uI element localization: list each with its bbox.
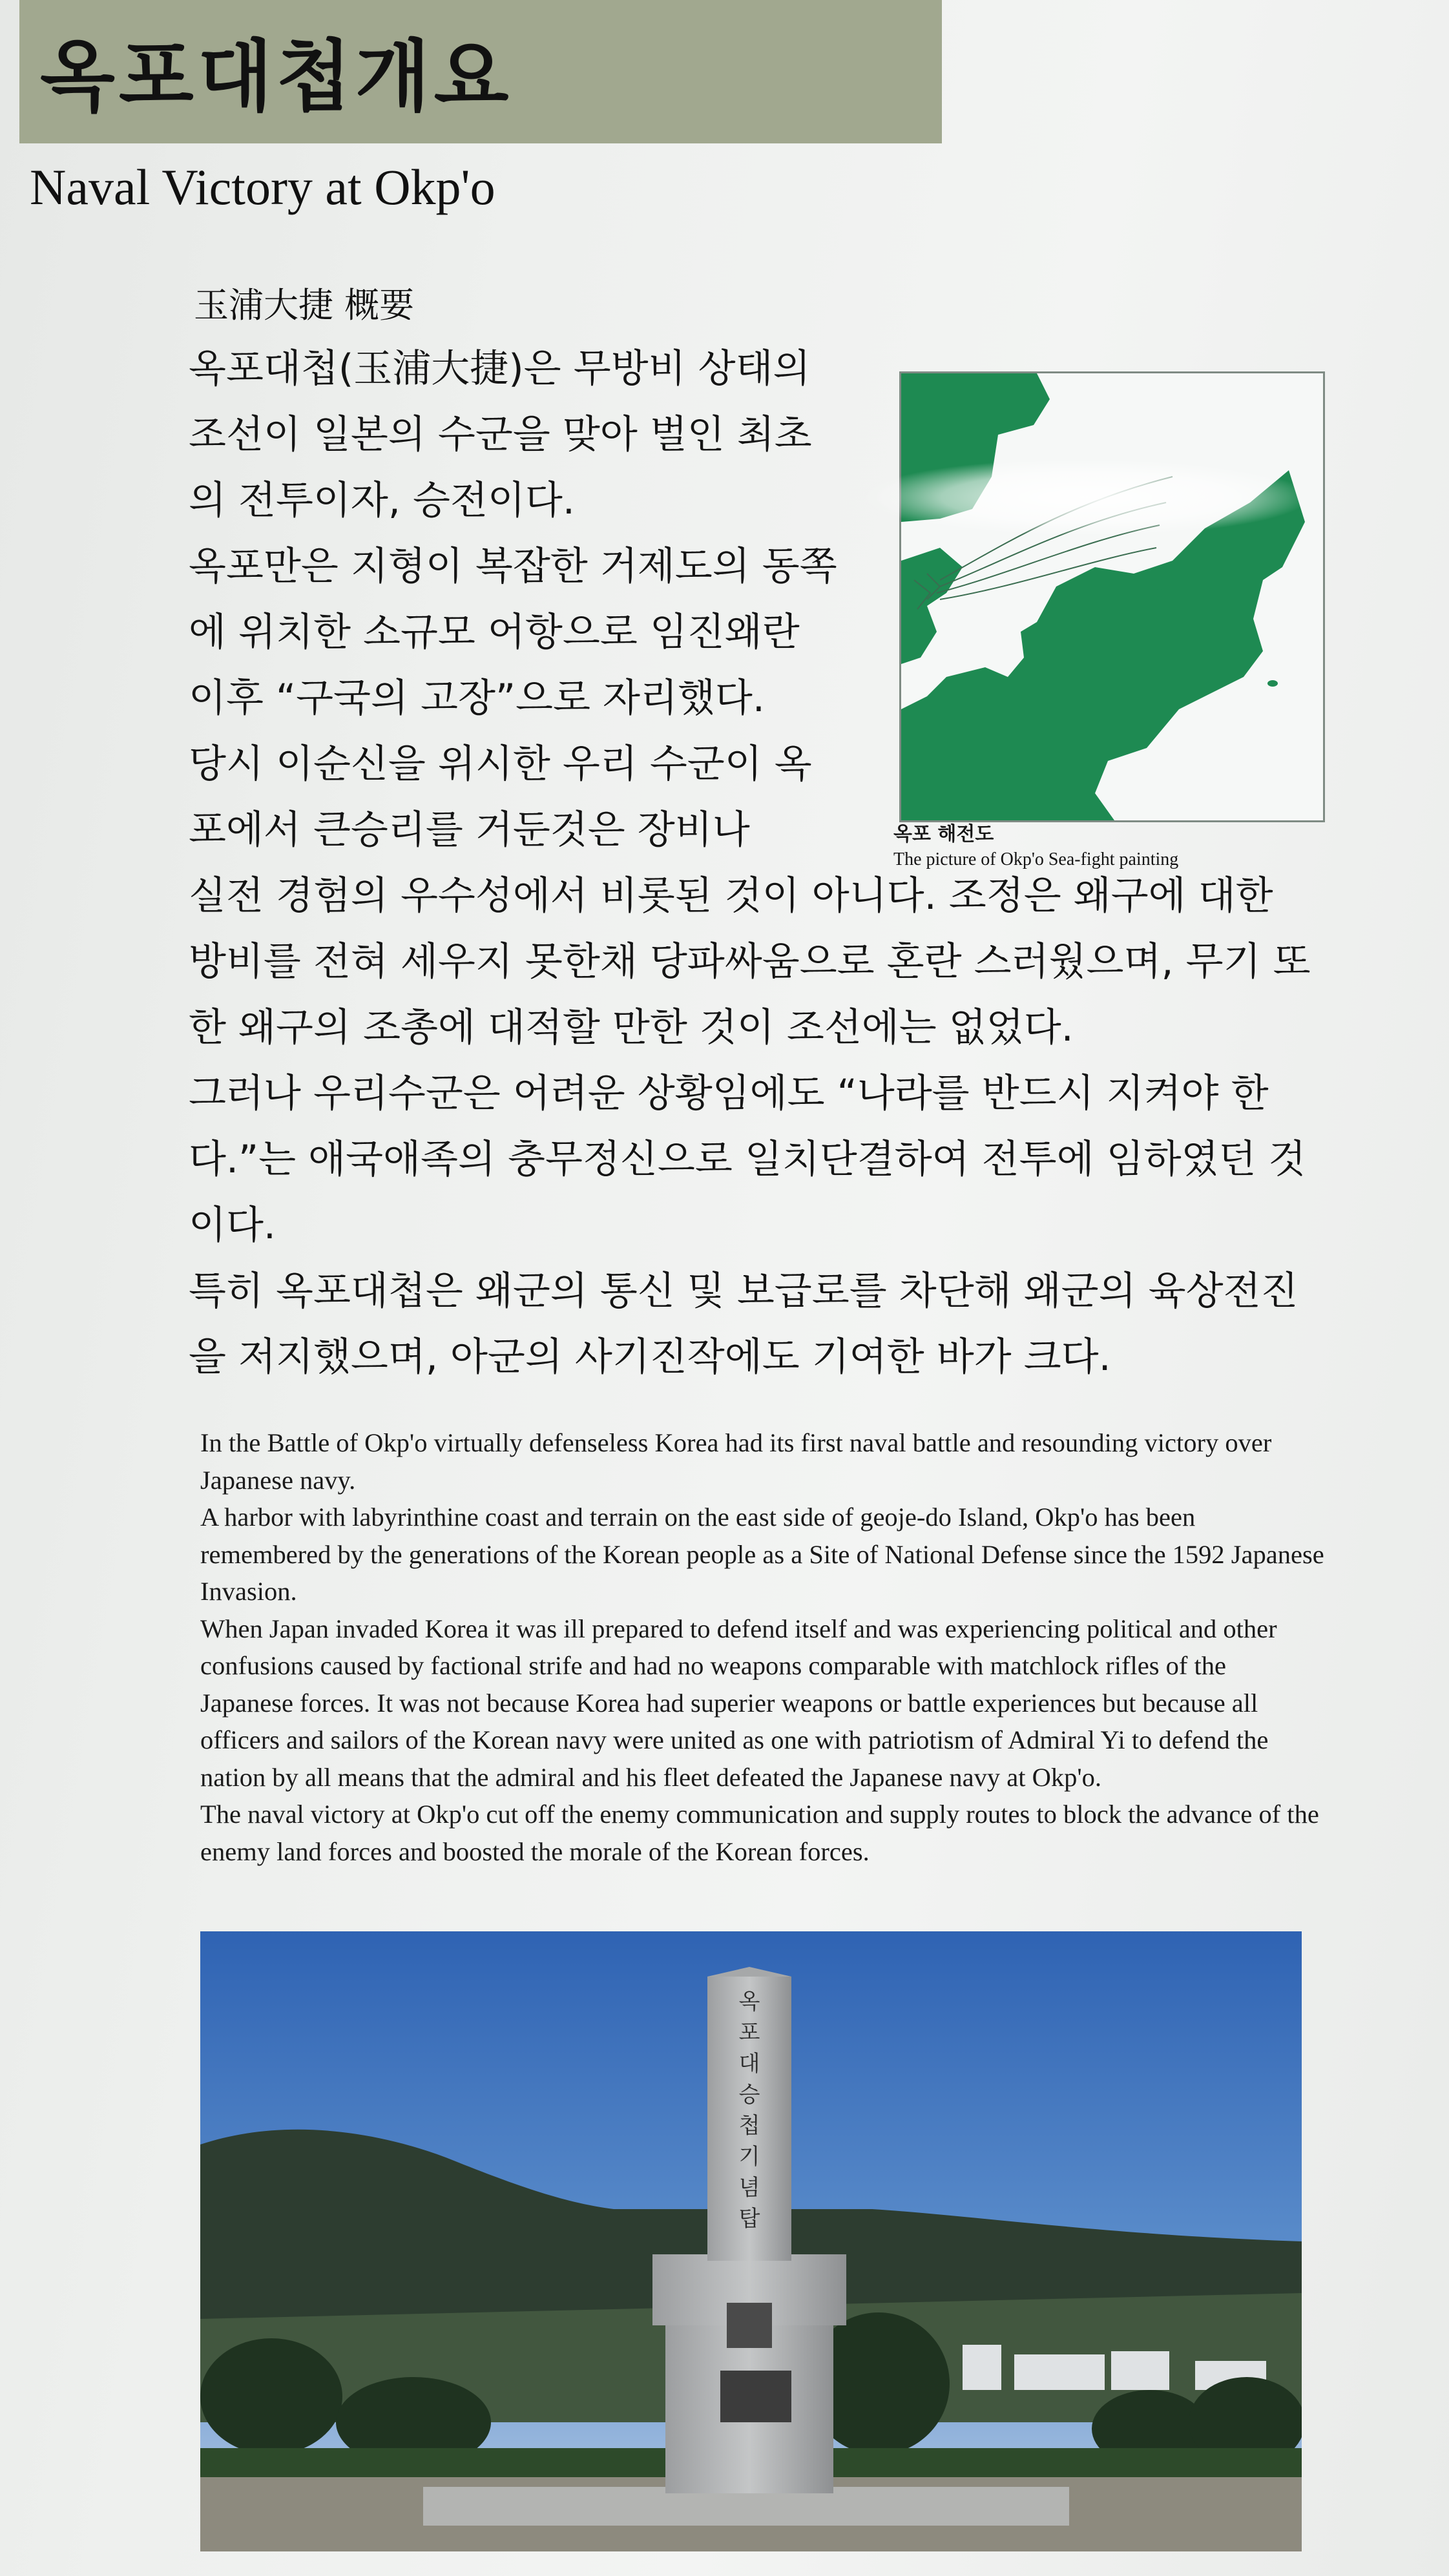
photo-glare xyxy=(859,459,1311,536)
sea-fight-map xyxy=(899,371,1325,822)
monument-inscription-char: 포 xyxy=(738,2020,760,2046)
korean-paragraph: 특히 옥포대첩은 왜군의 통신 및 보급로를 차단해 왜군의 육상전진을 저지했으며, 아군의 사기진작에도 기여한 바가 크다. xyxy=(189,1269,1298,1380)
monument-inscription-char: 기 xyxy=(738,2144,760,2170)
monument-inscription-char: 승 xyxy=(738,2082,760,2108)
page-title-english: Naval Victory at Okp'o xyxy=(30,159,495,215)
english-paragraph: In the Battle of Okp'o virtually defenseless Korea had its first naval battle and resounding victory over Japanese navy. xyxy=(200,1428,1272,1495)
english-paragraph: A harbor with labyrinthine coast and terrain on the east side of geoje-do Island, Okp'o has been remembered by the generations of the Korean people as a Site of National Defense since the 1592 Japanese Invasion. xyxy=(200,1502,1324,1606)
monument-inscription-char: 옥 xyxy=(738,1989,760,2015)
monument-inscription-char: 대 xyxy=(738,2051,760,2077)
map-land-west xyxy=(901,548,963,664)
korean-paragraph: 그러나 우리수군은 어려운 상황임에도 “나라를 반드시 지켜야 한다.”는 애국애족의 충무정신으로 일치단결하여 전투에 임하였던 것이다. xyxy=(189,1071,1306,1248)
korean-paragraph: 당시 이순신을 위시한 우리 수군이 옥포에서 큰승리를 거둔것은 장비나 xyxy=(189,742,812,853)
korean-paragraph: 실전 경험의 우수성에서 비롯된 것이 아니다. 조정은 왜구에 대한 방비를 전혀 세우지 못한채 당파싸움으로 혼란 스러웠으며, 무기 또한 왜구의 조총에 대적할 만한 것이 조선에는 없었다. xyxy=(189,873,1311,1050)
monument-emblem xyxy=(727,2303,772,2348)
monument-inscription-char: 첩 xyxy=(738,2113,760,2139)
monument-inscription-char: 탑 xyxy=(738,2206,760,2232)
hanja-subtitle: 玉浦大捷 概要 xyxy=(194,285,415,326)
monument-photo xyxy=(200,1931,1302,2551)
monument-plaque xyxy=(720,2371,791,2422)
monument-inscription-char: 념 xyxy=(738,2175,760,2201)
map-islet xyxy=(1153,589,1166,597)
english-paragraph: The naval victory at Okp'o cut off the enemy communication and supply routes to block the advance of the enemy land forces and boosted the morale of the Korean forces. xyxy=(200,1800,1319,1866)
map-caption-english: The picture of Okp'o Sea-fight painting xyxy=(893,849,1179,869)
korean-paragraph: 옥포만은 지형이 복잡한 거제도의 동쪽에 위치한 소규모 어항으로 임진왜란 이후 “구국의 고장”으로 자리했다. xyxy=(189,544,837,721)
map-islet xyxy=(1267,680,1278,687)
page-title-korean: 옥포대첩개요 xyxy=(40,32,513,122)
english-body xyxy=(200,1424,1324,1870)
korean-paragraph: 옥포대첩(玉浦大捷)은 무방비 상태의 조선이 일본의 수군을 맞아 벌인 최초의 전투이자, 승전이다. xyxy=(189,346,812,523)
map-caption-korean: 옥포 해전도 xyxy=(893,823,994,846)
english-paragraph: When Japan invaded Korea it was ill prepared to defend itself and was experiencing political and other confusions caused by factional strife and had no weapons comparable with matchlock rifles of the Japanese forces. It was not because Korea had superier weapons or battle experiences but because all officers and sailors of the Korean navy were united as one with patriotism of Admiral Yi to defend the nation by all means that the admiral and his fleet defeated the Japanese navy at Okp'o. xyxy=(200,1614,1277,1792)
